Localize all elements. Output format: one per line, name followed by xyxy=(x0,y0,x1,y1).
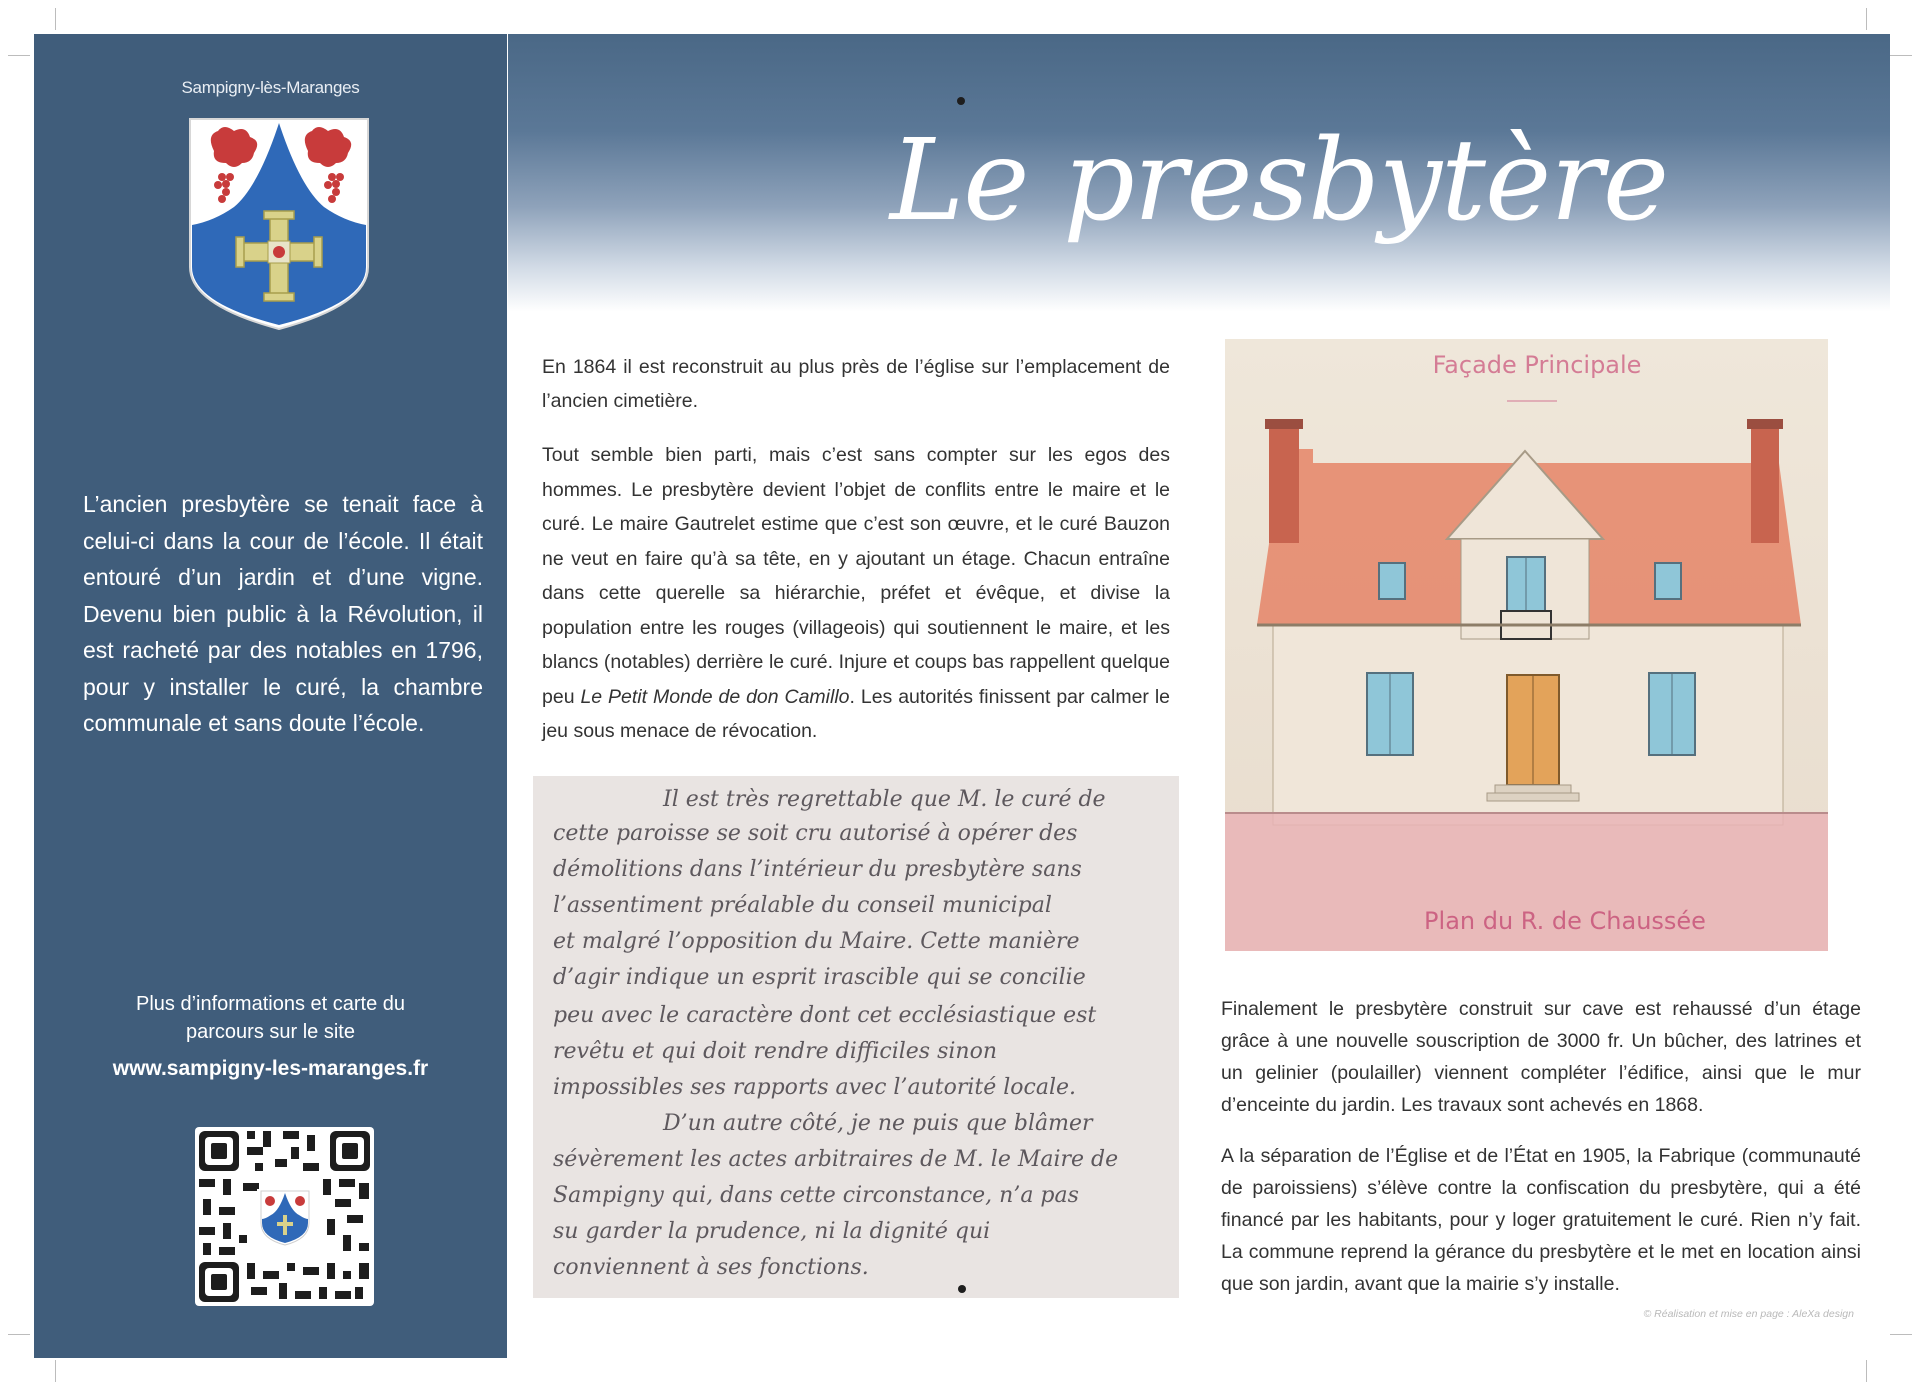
letter-line: et malgré l’opposition du Maire. Cette manière xyxy=(553,929,1080,954)
handwritten-letter-lines xyxy=(533,776,1179,1298)
facade-caption-bottom: Plan du R. de Chaussée xyxy=(1424,907,1706,935)
paragraph-text: . Les autorités finissent par calmer le jeu sous menace de révocation. xyxy=(542,685,1170,742)
commune-name: Sampigny-lès-Maranges xyxy=(181,78,360,97)
crop-mark xyxy=(8,55,30,56)
letter-line: l’assentiment préalable du conseil municipal xyxy=(553,893,1052,918)
text-column-right xyxy=(1221,973,1861,1320)
paragraph-text: Tout semble bien parti, mais c’est sans compter sur les egos des hommes. Le presbytère devient l’objet de conflits entre le maire et le curé. Le maire Gautrelet estime que c’est son œuvre, et le curé Bauzon ne veut en faire qu’à sa tête, en y ajoutant un étage. Chacun entraîne dans cette querelle sa hiérarchie, préfet et évêque, et divise la population entre les rouges (villageois) qui soutiennent le maire, et les blancs (notables) derrière le curé. Injure et coups bas rappellent quelque peu xyxy=(542,444,1170,708)
qr-code-icon[interactable] xyxy=(195,1127,374,1306)
more-info-line: parcours sur le site xyxy=(186,1021,355,1043)
bullet-dot xyxy=(958,1285,966,1293)
facade-caption-top: Façade Principale xyxy=(1432,351,1642,379)
crop-mark xyxy=(1866,1360,1867,1382)
coat-of-arms-icon xyxy=(186,117,372,331)
letter-line: démolitions dans l’intérieur du presbytère sans xyxy=(553,857,1082,882)
header-banner xyxy=(508,34,1890,312)
more-info-text xyxy=(74,990,467,1046)
letter-line: D’un autre côté, je ne puis que blâmer xyxy=(663,1111,1093,1136)
letter-line: impossibles ses rapports avec l’autorité locale. xyxy=(553,1075,1076,1100)
letter-line: su garder la prudence, ni la dignité qui xyxy=(553,1219,991,1244)
text-column-left xyxy=(542,330,1170,768)
crop-mark xyxy=(8,1334,30,1335)
paragraph: Finalement le presbytère construit sur cave est rehaussé d’un étage grâce à une nouvelle souscription de 3000 fr. Un bûcher, des latrines et un gelinier (poulailler) viennent compléter l’édifice, ainsi que le mur d’enceinte du jardin. Les travaux sont achevés en 1868. xyxy=(1221,997,1861,1116)
more-info-line: Plus d’informations et carte du xyxy=(135,993,406,1015)
facade-drawing xyxy=(1225,339,1828,951)
letter-line: Il est très regrettable que M. le curé de xyxy=(663,787,1106,812)
crop-mark xyxy=(55,1360,56,1382)
letter-line: peu avec le caractère dont cet ecclésiastique est xyxy=(553,1003,1097,1028)
handwritten-letter xyxy=(533,776,1179,1298)
letter-line: conviennent à ses fonctions. xyxy=(553,1255,869,1280)
website-link[interactable]: www.sampigny-les-maranges.fr xyxy=(112,1057,429,1080)
crop-mark xyxy=(1890,1334,1912,1335)
paragraph xyxy=(542,438,1170,749)
sidebar xyxy=(34,34,507,1358)
letter-line: Sampigny qui, dans cette circonstance, n’a pas xyxy=(553,1183,1079,1208)
letter-line: revêtu et qui doit rendre difficiles sinon xyxy=(553,1039,997,1064)
bullet-dot xyxy=(957,97,965,105)
book-title: Le Petit Monde de don Camillo xyxy=(580,685,850,708)
design-credit: © Réalisation et mise en page : AleXa design xyxy=(1643,1308,1854,1320)
letter-line: cette paroisse se soit cru autorisé à opérer des xyxy=(553,821,1078,846)
letter-line: sévèrement les actes arbitraires de M. le Maire de xyxy=(553,1147,1119,1172)
page-title: Le presbytère xyxy=(889,116,1669,246)
paragraph: En 1864 il est reconstruit au plus près de l’église sur l’emplacement de l’ancien cimetière. xyxy=(542,355,1170,412)
crop-mark xyxy=(55,8,56,30)
paragraph: A la séparation de l’Église et de l’État en 1905, la Fabrique (communauté de paroissiens) s’élève contre la confiscation du presbytère, qui a été financé par les habitants, pour y loger gratuitement le curé. Rien n’y fait. La commune reprend la gérance du presbytère et le met en location ainsi que son jardin, avant que la mairie s’y installe. xyxy=(1221,1145,1861,1295)
crop-mark xyxy=(1890,55,1912,56)
letter-line: d’agir indique un esprit irascible qui se concilie xyxy=(553,965,1086,990)
crop-mark xyxy=(1866,8,1867,30)
intro-text: L’ancien presbytère se tenait face à celui-ci dans la cour de l’école. Il était entouré d’un jardin et d’une vigne. Devenu bien public à la Révolution, il est racheté par des notables en 1796, pour y installer le curé, la chambre communale et sans doute l’école. xyxy=(83,491,483,736)
